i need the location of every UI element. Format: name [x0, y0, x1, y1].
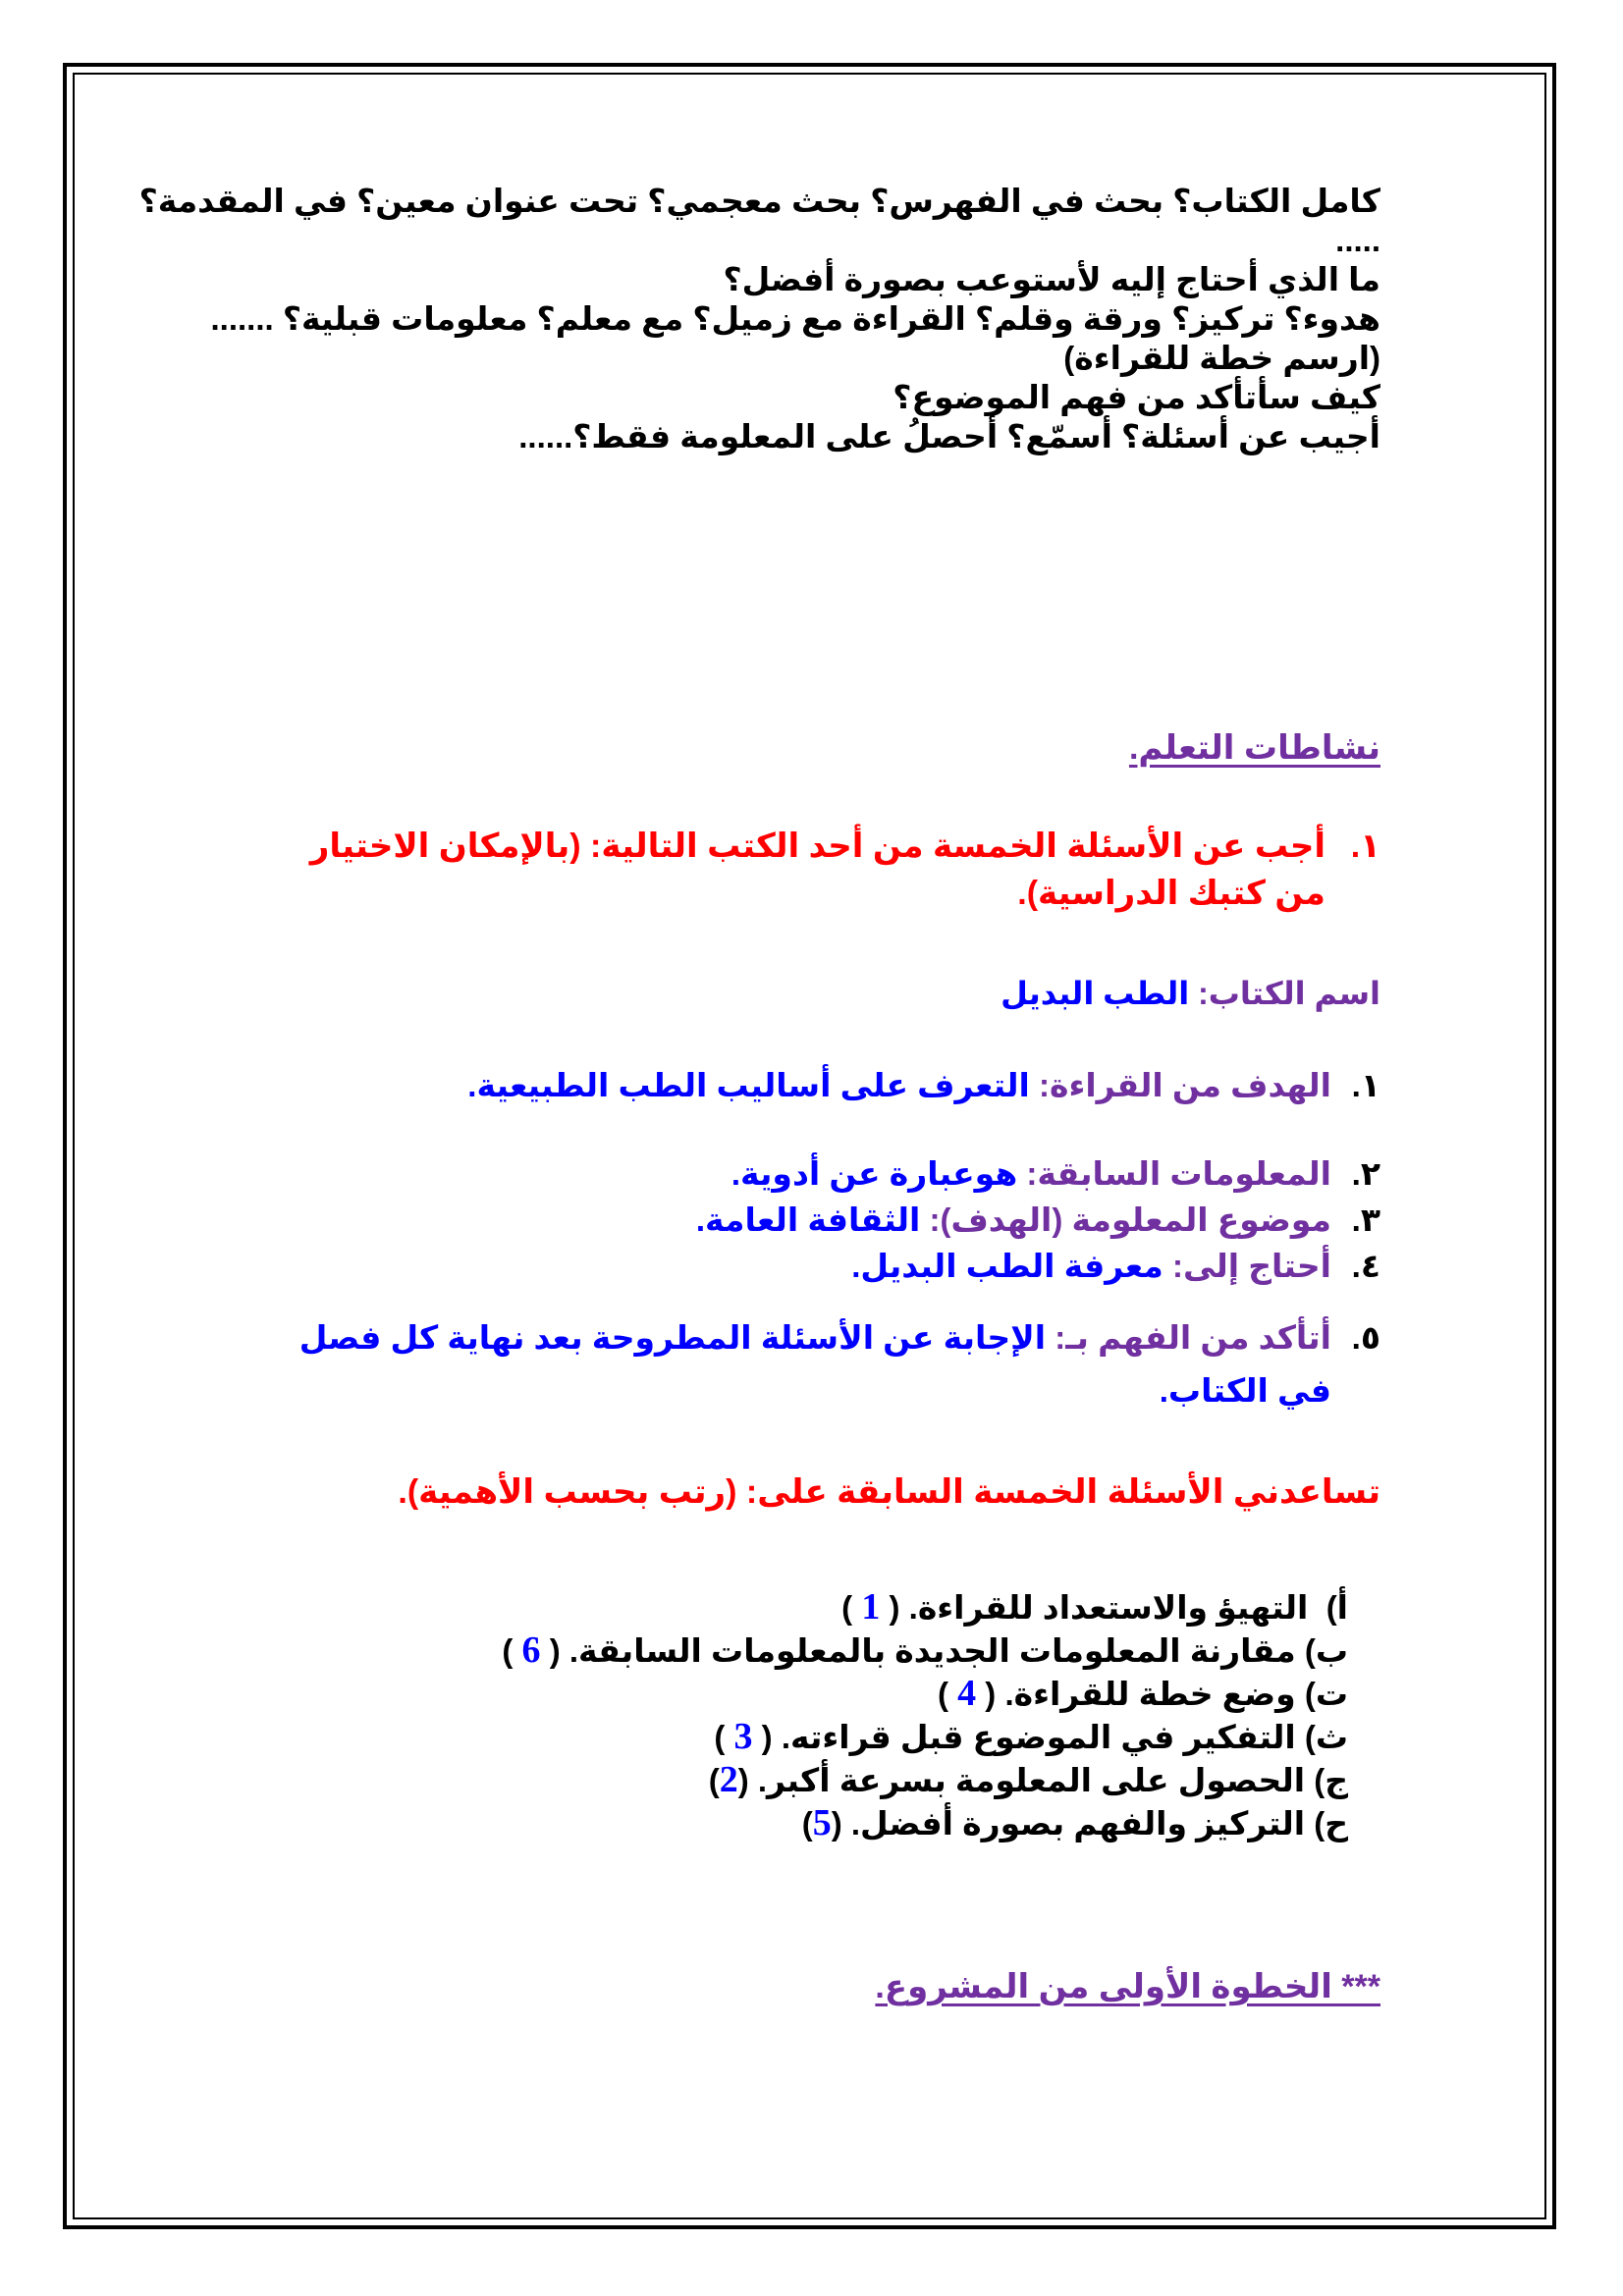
- ranking-item-h: [502, 1801, 1348, 1844]
- book-label: اسم الكتاب:: [1198, 976, 1380, 1011]
- answer-1: [467, 1066, 1380, 1105]
- intro-line-1: كامل الكتاب؟ بحث في الفهرس؟ بحث معجمي؟ تحت عنوان معين؟ في المقدمة؟: [138, 183, 1380, 219]
- answer-4-value: معرفة الطب البديل.: [851, 1248, 1163, 1284]
- answer-2-label: المعلومات السابقة:: [1026, 1155, 1331, 1192]
- ranking-text: التركيز والفهم بصورة أفضل.: [850, 1805, 1306, 1842]
- ranking-list: [502, 1585, 1348, 1844]
- answer-1-value: التعرف على أساليب الطب الطبيعية.: [467, 1067, 1030, 1103]
- ranking-item-th: [502, 1715, 1348, 1758]
- answer-5-body: [285, 1311, 1331, 1417]
- intro-line-7: أجيب عن أسئلة؟ أسمّع؟ أحصلُ على المعلومة فقط؟......: [518, 418, 1380, 454]
- ranking-item-j: [502, 1758, 1348, 1801]
- intro-line-6: كيف سأتأكد من فهم الموضوع؟: [893, 379, 1380, 415]
- ranking-text: وضع خطة للقراءة.: [1004, 1676, 1296, 1712]
- ranking-item-t: [502, 1672, 1348, 1715]
- answer-2-value: هوعبارة عن أدوية.: [730, 1155, 1018, 1192]
- answer-5: [285, 1311, 1380, 1417]
- ranking-close-paren: ): [801, 1805, 813, 1842]
- ranking-text: مقارنة المعلومات الجديدة بالمعلومات السابقة.: [568, 1632, 1296, 1669]
- ranking-value: 5: [812, 1802, 832, 1843]
- ranking-letter: أ): [1325, 1589, 1348, 1626]
- answer-3-label: موضوع المعلومة (الهدف):: [929, 1201, 1331, 1238]
- ranking-open-paren: (: [985, 1676, 997, 1712]
- answer-5-value: الإجابة عن الأسئلة المطروحة بعد نهاية كل فصل في الكتاب.: [298, 1319, 1331, 1409]
- answer-3: [696, 1201, 1380, 1240]
- intro-line-5: (ارسم خطة للقراءة): [1063, 340, 1380, 376]
- ranking-letter: ت): [1304, 1676, 1348, 1712]
- ranking-open-paren: (: [549, 1632, 561, 1669]
- ranking-close-paren: ): [841, 1589, 853, 1626]
- intro-line-3: ما الذي أحتاج إليه لأستوعب بصورة أفضل؟: [723, 261, 1380, 297]
- answer-2-number: ٢.: [1351, 1155, 1380, 1192]
- ranking-value: 4: [957, 1673, 977, 1714]
- ranking-letter: ج): [1314, 1762, 1348, 1798]
- ranking-text: الحصول على المعلومة بسرعة أكبر.: [757, 1762, 1306, 1798]
- ranking-close-paren: ): [502, 1632, 514, 1669]
- ranking-close-paren: ): [714, 1719, 726, 1755]
- answer-2: [731, 1154, 1380, 1194]
- answer-4-number: ٤.: [1351, 1248, 1380, 1284]
- answer-3-value: الثقافة العامة.: [695, 1201, 921, 1238]
- ranking-open-paren: (: [831, 1805, 842, 1842]
- ranking-value: 1: [861, 1586, 881, 1628]
- ranking-value: 2: [719, 1759, 738, 1800]
- ranking-open-paren: (: [737, 1762, 749, 1798]
- answer-1-number: ١.: [1351, 1067, 1380, 1103]
- ranking-letter: ث): [1304, 1719, 1348, 1755]
- project-first-step-title: *** الخطوة الأولى من المشروع.: [875, 1968, 1380, 2005]
- ranking-close-paren: ): [708, 1762, 720, 1798]
- ranking-text: التفكير في الموضوع قبل قراءته.: [781, 1719, 1296, 1755]
- question-1-text: أجب عن الأسئلة الخمسة من أحد الكتب التالية: (بالإمكان الاختيار من كتبك الدراسية).: [309, 828, 1325, 912]
- ranking-value: 6: [521, 1629, 541, 1671]
- ranking-text: التهيؤ والاستعداد للقراءة.: [908, 1589, 1309, 1626]
- question-1: [265, 823, 1380, 917]
- helps-title: تساعدني الأسئلة الخمسة السابقة على: (رتب بحسب الأهمية).: [398, 1473, 1380, 1511]
- activities-title: نشاطات التعلم.: [1128, 729, 1380, 767]
- ranking-letter: ب): [1304, 1632, 1348, 1669]
- ranking-open-paren: (: [761, 1719, 773, 1755]
- answer-3-number: ٣.: [1351, 1201, 1380, 1238]
- answer-4: [851, 1247, 1380, 1286]
- book-name-line: [1001, 975, 1380, 1012]
- ranking-value: 3: [733, 1716, 753, 1757]
- intro-block: [138, 182, 1380, 456]
- book-title: الطب البديل: [1001, 976, 1190, 1011]
- answer-5-number: ٥.: [1351, 1319, 1380, 1356]
- ranking-close-paren: ): [937, 1676, 948, 1712]
- intro-line-2: .....: [1335, 222, 1380, 258]
- ranking-open-paren: (: [889, 1589, 900, 1626]
- answer-4-label: أحتاج إلى:: [1172, 1248, 1331, 1284]
- answer-5-label: أتأكد من الفهم بـ:: [1055, 1319, 1331, 1356]
- ranking-item-a: [502, 1585, 1348, 1629]
- ranking-letter: ح): [1314, 1805, 1348, 1842]
- answer-1-label: الهدف من القراءة:: [1039, 1067, 1331, 1103]
- question-1-number: ١.: [1350, 828, 1380, 865]
- intro-line-4: هدوء؟ تركيز؟ ورقة وقلم؟ القراءة مع زميل؟ مع معلم؟ معلومات قبلية؟ .......: [210, 300, 1380, 337]
- ranking-item-b: [502, 1629, 1348, 1672]
